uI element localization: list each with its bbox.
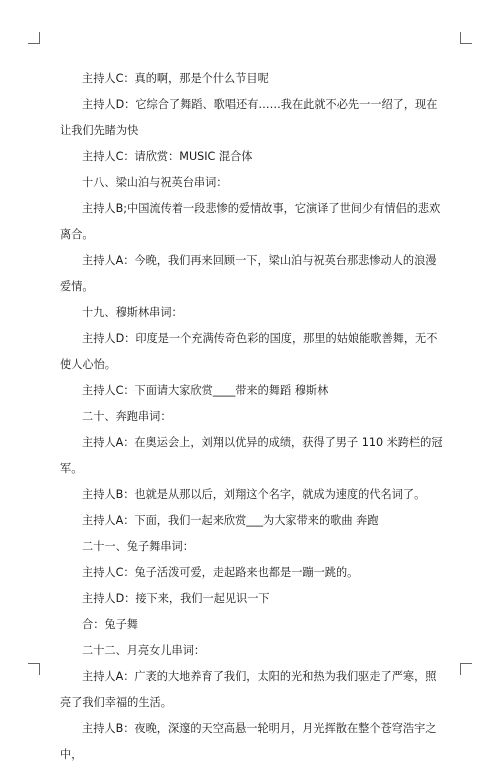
- paragraph: 主持人D：接下来，我们一起见识一下: [82, 592, 270, 605]
- section-heading: 十九、穆斯林串词：: [82, 306, 183, 319]
- paragraph: 主持人A：广袤的大地养育了我们，太阳的光和热为我们驱走了严寒，照亮了我们幸福的生活。: [60, 670, 437, 709]
- paragraph: 主持人B：也就是从那以后，刘翔这个名字，就成为速度的代名词了。: [82, 488, 426, 501]
- paragraph: 主持人A：下面，我们一起来欣赏___为大家带来的歌曲 奔跑: [82, 514, 379, 527]
- paragraph: 主持人B：夜晚，深邃的天空高悬一轮明月，月光挥散在整个苍穹浩宇之中，: [60, 722, 437, 761]
- paragraph: 主持人C：真的啊，那是个什么节目呢: [82, 72, 269, 85]
- document-body: [60, 66, 444, 768]
- section-heading: 二十二、月亮女儿串词：: [82, 644, 206, 657]
- paragraph: 主持人C：兔子活泼可爱，走起路来也都是一蹦一跳的。: [82, 566, 359, 579]
- crop-mark-bottom-right: [460, 663, 472, 675]
- paragraph: 主持人A：在奥运会上，刘翔以优异的成绩，获得了男子 110 米跨栏的冠军。: [60, 436, 443, 475]
- crop-mark-top-right: [460, 32, 472, 44]
- paragraph: 主持人D：它综合了舞蹈、歌唱还有……我在此就不必先一一绍了，现在让我们先睹为快: [60, 98, 438, 137]
- crop-mark-bottom-left: [28, 663, 40, 675]
- section-heading: 二十一、兔子舞串词：: [82, 540, 194, 553]
- paragraph: 合：兔子舞: [82, 618, 138, 631]
- paragraph: 主持人C：下面请大家欣赏____带来的舞蹈 穆斯林: [82, 384, 329, 397]
- crop-mark-top-left: [28, 32, 40, 44]
- section-heading: 十八、梁山泊与祝英台串词：: [82, 176, 228, 189]
- paragraph: 主持人D：印度是一个充满传奇色彩的国度，那里的姑娘能歌善舞，无不使人心怡。: [60, 332, 438, 371]
- paragraph: 主持人C：请欣赏：MUSIC 混合体: [82, 150, 253, 163]
- paragraph: 主持人B;中国流传着一段悲惨的爱情故事，它演译了世间少有情侣的悲欢离合。: [60, 202, 441, 241]
- paragraph: 主持人A：今晚，我们再来回顾一下，梁山泊与祝英台那悲惨动人的浪漫爱情。: [60, 254, 437, 293]
- section-heading: 二十、奔跑串词：: [82, 410, 172, 423]
